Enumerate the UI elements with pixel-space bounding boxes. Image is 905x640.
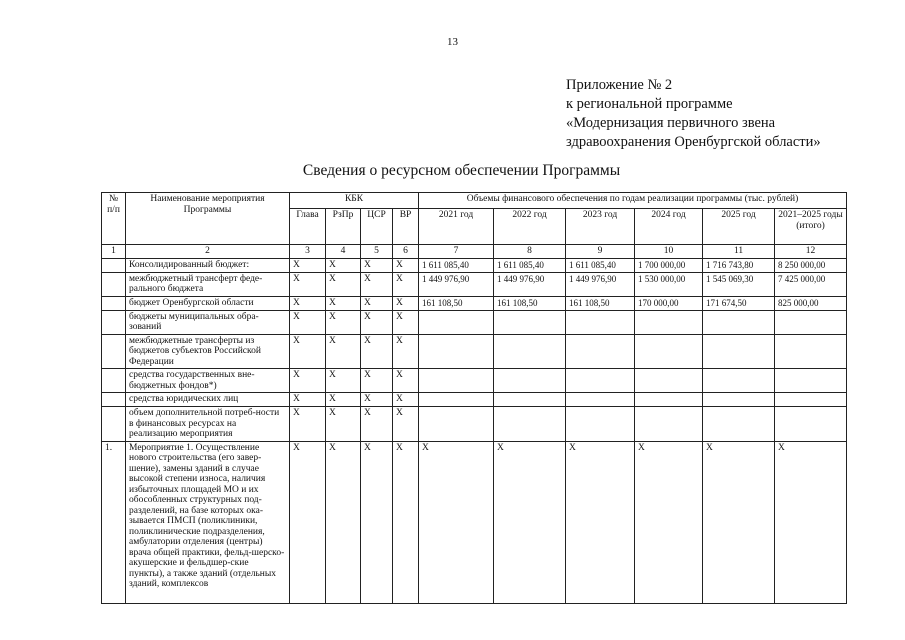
page-number: 13	[447, 36, 458, 48]
table-row	[102, 441, 847, 603]
kbk-cell: X	[290, 334, 326, 369]
kbk-cell: X	[326, 296, 361, 310]
value-cell: 1 611 085,40	[494, 258, 566, 272]
kbk-cell: X	[290, 369, 326, 393]
value-cell: X	[635, 441, 703, 603]
kbk-cell: X	[393, 310, 419, 334]
appendix-line: к региональной программе	[566, 96, 733, 112]
row-number-cell	[102, 334, 126, 369]
value-cell	[494, 407, 566, 442]
value-cell	[635, 393, 703, 407]
value-cell	[635, 310, 703, 334]
kbk-cell: X	[361, 407, 393, 442]
value-cell	[703, 310, 775, 334]
value-cell: 1 449 976,90	[494, 272, 566, 296]
column-number: 10	[635, 245, 703, 259]
row-number-cell	[102, 258, 126, 272]
value-cell: X	[494, 441, 566, 603]
row-number-cell: 1.	[102, 441, 126, 603]
value-cell	[494, 369, 566, 393]
column-number: 9	[566, 245, 635, 259]
table-row	[102, 258, 847, 272]
header-year: 2023 год	[566, 209, 635, 245]
value-cell: 170 000,00	[635, 296, 703, 310]
kbk-cell: X	[326, 310, 361, 334]
header-year: 2025 год	[703, 209, 775, 245]
value-cell: 1 611 085,40	[419, 258, 494, 272]
value-cell: 161 108,50	[494, 296, 566, 310]
value-cell	[703, 407, 775, 442]
kbk-cell: X	[290, 441, 326, 603]
kbk-cell: X	[393, 272, 419, 296]
kbk-cell: X	[290, 310, 326, 334]
value-cell	[703, 369, 775, 393]
kbk-cell: X	[326, 258, 361, 272]
value-cell	[419, 369, 494, 393]
row-name-cell: межбюджетный трансферт феде-рального бюджета	[126, 272, 290, 296]
column-number: 7	[419, 245, 494, 259]
kbk-cell: X	[393, 334, 419, 369]
header-kbk-col: Глава	[290, 209, 326, 245]
appendix-line: Приложение № 2	[566, 77, 673, 93]
column-number: 11	[703, 245, 775, 259]
value-cell	[494, 393, 566, 407]
kbk-cell: X	[290, 258, 326, 272]
value-cell	[635, 407, 703, 442]
value-cell: 825 000,00	[775, 296, 847, 310]
value-cell	[419, 310, 494, 334]
table-row	[102, 369, 847, 393]
table-row	[102, 393, 847, 407]
value-cell	[635, 369, 703, 393]
kbk-cell: X	[290, 393, 326, 407]
value-cell: X	[703, 441, 775, 603]
kbk-cell: X	[326, 407, 361, 442]
row-number-cell	[102, 393, 126, 407]
column-number: 1	[102, 245, 126, 259]
value-cell	[494, 310, 566, 334]
header-year: 2021–2025 годы (итого)	[775, 209, 847, 245]
kbk-cell: X	[361, 369, 393, 393]
kbk-cell: X	[361, 272, 393, 296]
kbk-cell: X	[393, 296, 419, 310]
row-name-cell: средства государственных вне-бюджетных фондов*)	[126, 369, 290, 393]
column-number: 2	[126, 245, 290, 259]
kbk-cell: X	[393, 258, 419, 272]
value-cell: 1 611 085,40	[566, 258, 635, 272]
row-name-cell: средства юридических лиц	[126, 393, 290, 407]
row-name-cell: Мероприятие 1. Осуществление нового строительства (его завер-шение), замены зданий в случае высокой степени износа, наличия избыточных площадей МО и их обособленных структурных под-разделений, на базе которых ока-зывается ПМСП (поликлиники, поликлинические подразделения, амбулатории отделения (центры) врача общей практики, фельд-шерско-акушерские и фельдшер-ские пункты), а также зданий (отдельных зданий, комплексов	[126, 441, 290, 603]
appendix-line: «Модернизация первичного звена	[566, 115, 776, 131]
column-number: 6	[393, 245, 419, 259]
column-number: 3	[290, 245, 326, 259]
header-year: 2021 год	[419, 209, 494, 245]
header-year: 2022 год	[494, 209, 566, 245]
kbk-cell: X	[361, 441, 393, 603]
header-row	[102, 193, 847, 209]
kbk-cell: X	[393, 441, 419, 603]
appendix-block	[566, 76, 821, 152]
header-year: 2024 год	[635, 209, 703, 245]
kbk-cell: X	[361, 334, 393, 369]
header-num: № п/п	[102, 193, 126, 245]
kbk-cell: X	[326, 369, 361, 393]
value-cell	[775, 334, 847, 369]
kbk-cell: X	[393, 393, 419, 407]
kbk-cell: X	[290, 407, 326, 442]
row-number-cell	[102, 310, 126, 334]
value-cell	[419, 393, 494, 407]
row-number-cell	[102, 272, 126, 296]
table-row	[102, 310, 847, 334]
kbk-cell: X	[326, 272, 361, 296]
table-row	[102, 407, 847, 442]
value-cell	[703, 393, 775, 407]
value-cell	[494, 334, 566, 369]
header-kbk-col: ЦСР	[361, 209, 393, 245]
header-kbk-col: ВР	[393, 209, 419, 245]
value-cell: 1 449 976,90	[419, 272, 494, 296]
row-number-cell	[102, 407, 126, 442]
value-cell	[775, 369, 847, 393]
value-cell	[566, 310, 635, 334]
value-cell	[703, 334, 775, 369]
value-cell	[775, 407, 847, 442]
kbk-cell: X	[326, 334, 361, 369]
kbk-cell: X	[361, 296, 393, 310]
kbk-cell: X	[361, 310, 393, 334]
value-cell	[635, 334, 703, 369]
kbk-cell: X	[393, 407, 419, 442]
column-number: 4	[326, 245, 361, 259]
kbk-cell: X	[326, 393, 361, 407]
value-cell	[775, 310, 847, 334]
value-cell	[566, 393, 635, 407]
value-cell: 1 449 976,90	[566, 272, 635, 296]
appendix-line: здравоохранения Оренбургской области»	[566, 134, 821, 150]
row-name-cell: бюджеты муниципальных обра-зований	[126, 310, 290, 334]
kbk-cell: X	[290, 296, 326, 310]
kbk-cell: X	[393, 369, 419, 393]
value-cell: 1 700 000,00	[635, 258, 703, 272]
row-name-cell: объем дополнительной потреб-ности в финансовых ресурсах на реализацию мероприятия	[126, 407, 290, 442]
row-name-cell: Консолидированный бюджет:	[126, 258, 290, 272]
resource-table	[101, 192, 847, 604]
kbk-cell: X	[361, 258, 393, 272]
value-cell: 171 674,50	[703, 296, 775, 310]
column-number: 12	[775, 245, 847, 259]
table-row	[102, 334, 847, 369]
table-row	[102, 296, 847, 310]
value-cell: 7 425 000,00	[775, 272, 847, 296]
value-cell	[566, 407, 635, 442]
table-row	[102, 272, 847, 296]
value-cell: 161 108,50	[419, 296, 494, 310]
value-cell	[775, 393, 847, 407]
header-kbk-col: РзПр	[326, 209, 361, 245]
row-name-cell: межбюджетные трансферты из бюджетов субъектов Российской Федерации	[126, 334, 290, 369]
column-number: 8	[494, 245, 566, 259]
value-cell: X	[775, 441, 847, 603]
value-cell: X	[566, 441, 635, 603]
kbk-cell: X	[361, 393, 393, 407]
value-cell: 1 545 069,30	[703, 272, 775, 296]
column-number-row	[102, 245, 847, 259]
value-cell: 161 108,50	[566, 296, 635, 310]
kbk-cell: X	[326, 441, 361, 603]
value-cell	[419, 407, 494, 442]
value-cell	[566, 334, 635, 369]
value-cell: X	[419, 441, 494, 603]
header-funding: Объемы финансового обеспечения по годам реализации программы (тыс. рублей)	[419, 193, 847, 209]
row-name-cell: бюджет Оренбургской области	[126, 296, 290, 310]
value-cell	[419, 334, 494, 369]
kbk-cell: X	[290, 272, 326, 296]
value-cell: 1 530 000,00	[635, 272, 703, 296]
row-number-cell	[102, 296, 126, 310]
column-number: 5	[361, 245, 393, 259]
value-cell: 8 250 000,00	[775, 258, 847, 272]
document-title: Сведения о ресурсном обеспечении Программы	[302, 162, 621, 179]
header-kbk: КБК	[290, 193, 419, 209]
value-cell: 1 716 743,80	[703, 258, 775, 272]
header-name: Наименование мероприятия Программы	[126, 193, 290, 245]
row-number-cell	[102, 369, 126, 393]
value-cell	[566, 369, 635, 393]
